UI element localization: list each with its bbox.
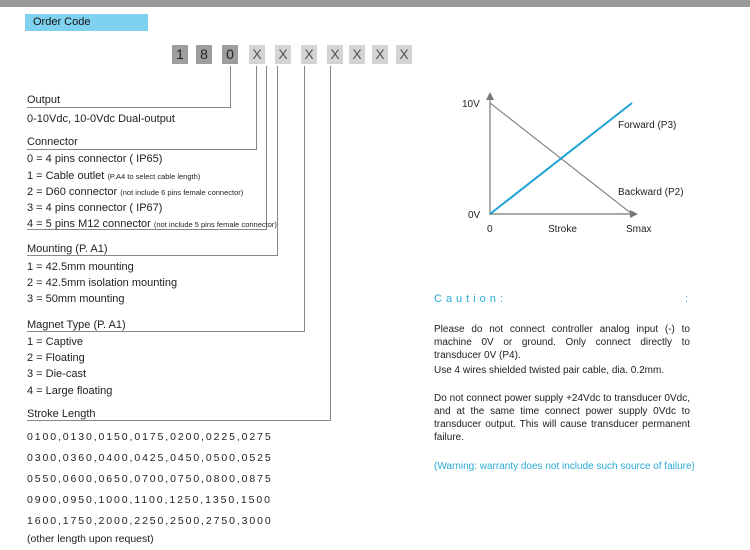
connector-item: 0 = 4 pins connector ( IP65) xyxy=(27,153,163,165)
x-tick-label-zero: 0 xyxy=(487,224,493,235)
output-header: Output xyxy=(27,94,61,106)
stroke-row: 0900,0950,1000,1100,1250,1350,1500 xyxy=(27,494,272,506)
caution-colon: : xyxy=(685,293,689,305)
stroke-note: (other length upon request) xyxy=(27,533,154,545)
code-box: X xyxy=(396,45,412,64)
code-box: 0 xyxy=(222,45,238,64)
stroke-row: 0550,0600,0650,0700,0750,0800,0875 xyxy=(27,473,273,485)
output-chart xyxy=(440,88,700,248)
code-box: X xyxy=(372,45,388,64)
stroke-row: 0300,0360,0400,0425,0450,0500,0525 xyxy=(27,452,273,464)
magnet-item: 3 = Die-cast xyxy=(27,368,86,380)
stroke-row: 0100,0130,0150,0175,0200,0225,0275 xyxy=(27,431,273,443)
magnet-item: 1 = Captive xyxy=(27,336,83,348)
connector-note: (not include 6 pins female connector) xyxy=(120,188,244,197)
caution-paragraph: Use 4 wires shielded twisted pair cable, dia. 0.2mm. xyxy=(434,365,665,376)
leader-line xyxy=(230,66,231,108)
connector-item: 4 = 5 pins M12 connector (not include 5 pins female connector) xyxy=(27,218,277,230)
code-box: X xyxy=(249,45,265,64)
magnet-item: 4 = Large floating xyxy=(27,385,113,397)
output-value: 0-10Vdc, 10-0Vdc Dual-output xyxy=(27,113,175,125)
y-tick-label-zero: 0V xyxy=(468,210,481,221)
connector-item: 2 = D60 connector (not include 6 pins female connector) xyxy=(27,186,244,198)
code-box: X xyxy=(327,45,343,64)
leader-line xyxy=(27,331,305,332)
y-axis-arrow xyxy=(486,92,494,100)
leader-line xyxy=(27,107,231,108)
series-label-backward: Backward (P2) xyxy=(618,187,684,198)
series-label-forward: Forward (P3) xyxy=(618,120,677,131)
code-box: 8 xyxy=(196,45,212,64)
stroke-header: Stroke Length xyxy=(27,408,96,420)
leader-line xyxy=(27,420,331,421)
leader-line xyxy=(277,66,278,256)
leader-line xyxy=(256,66,257,150)
connector-note: (P.A4 to select cable length) xyxy=(107,172,201,181)
x-tick-label-max: Smax xyxy=(626,224,652,235)
leader-line xyxy=(27,149,257,150)
x-axis-label: Stroke xyxy=(548,224,577,235)
code-box: X xyxy=(301,45,317,64)
caution-paragraph: Do not connect power supply +24Vdc to transducer 0Vdc, and at the same time connect power supply 0Vdc to transducer output. This will cause transducer permanent failure. xyxy=(434,393,690,443)
stroke-row: 1600,1750,2000,2250,2500,2750,3000 xyxy=(27,515,273,527)
warranty-warning: (Warning: warranty does not include such source of failure) xyxy=(434,461,695,472)
code-box: X xyxy=(275,45,291,64)
order-code-tag: Order Code xyxy=(25,14,148,31)
mounting-item: 1 = 42.5mm mounting xyxy=(27,261,134,273)
connector-note: (not include 5 pins female connector) xyxy=(153,220,277,229)
code-box: 1 xyxy=(172,45,188,64)
magnet-item: 2 = Floating xyxy=(27,352,85,364)
leader-line xyxy=(27,255,278,256)
connector-header: Connector xyxy=(27,136,78,148)
mounting-header: Mounting (P. A1) xyxy=(27,243,108,255)
leader-line xyxy=(330,66,331,421)
caution-paragraph: Please do not connect controller analog input (-) to machine 0V or ground. Only connect directly to transducer 0V (P4). xyxy=(434,324,690,361)
mounting-item: 3 = 50mm mounting xyxy=(27,293,125,305)
leader-line xyxy=(304,66,305,332)
y-tick-label-max: 10V xyxy=(462,99,480,110)
caution-title: Caution: xyxy=(434,293,507,305)
mounting-item: 2 = 42.5mm isolation mounting xyxy=(27,277,178,289)
connector-item: 3 = 4 pins connector ( IP67) xyxy=(27,202,163,214)
connector-item: 1 = Cable outlet (P.A4 to select cable length) xyxy=(27,170,201,182)
magnet-header: Magnet Type (P. A1) xyxy=(27,319,126,331)
leader-line xyxy=(266,66,267,230)
code-box: X xyxy=(349,45,365,64)
top-bar xyxy=(0,0,750,7)
